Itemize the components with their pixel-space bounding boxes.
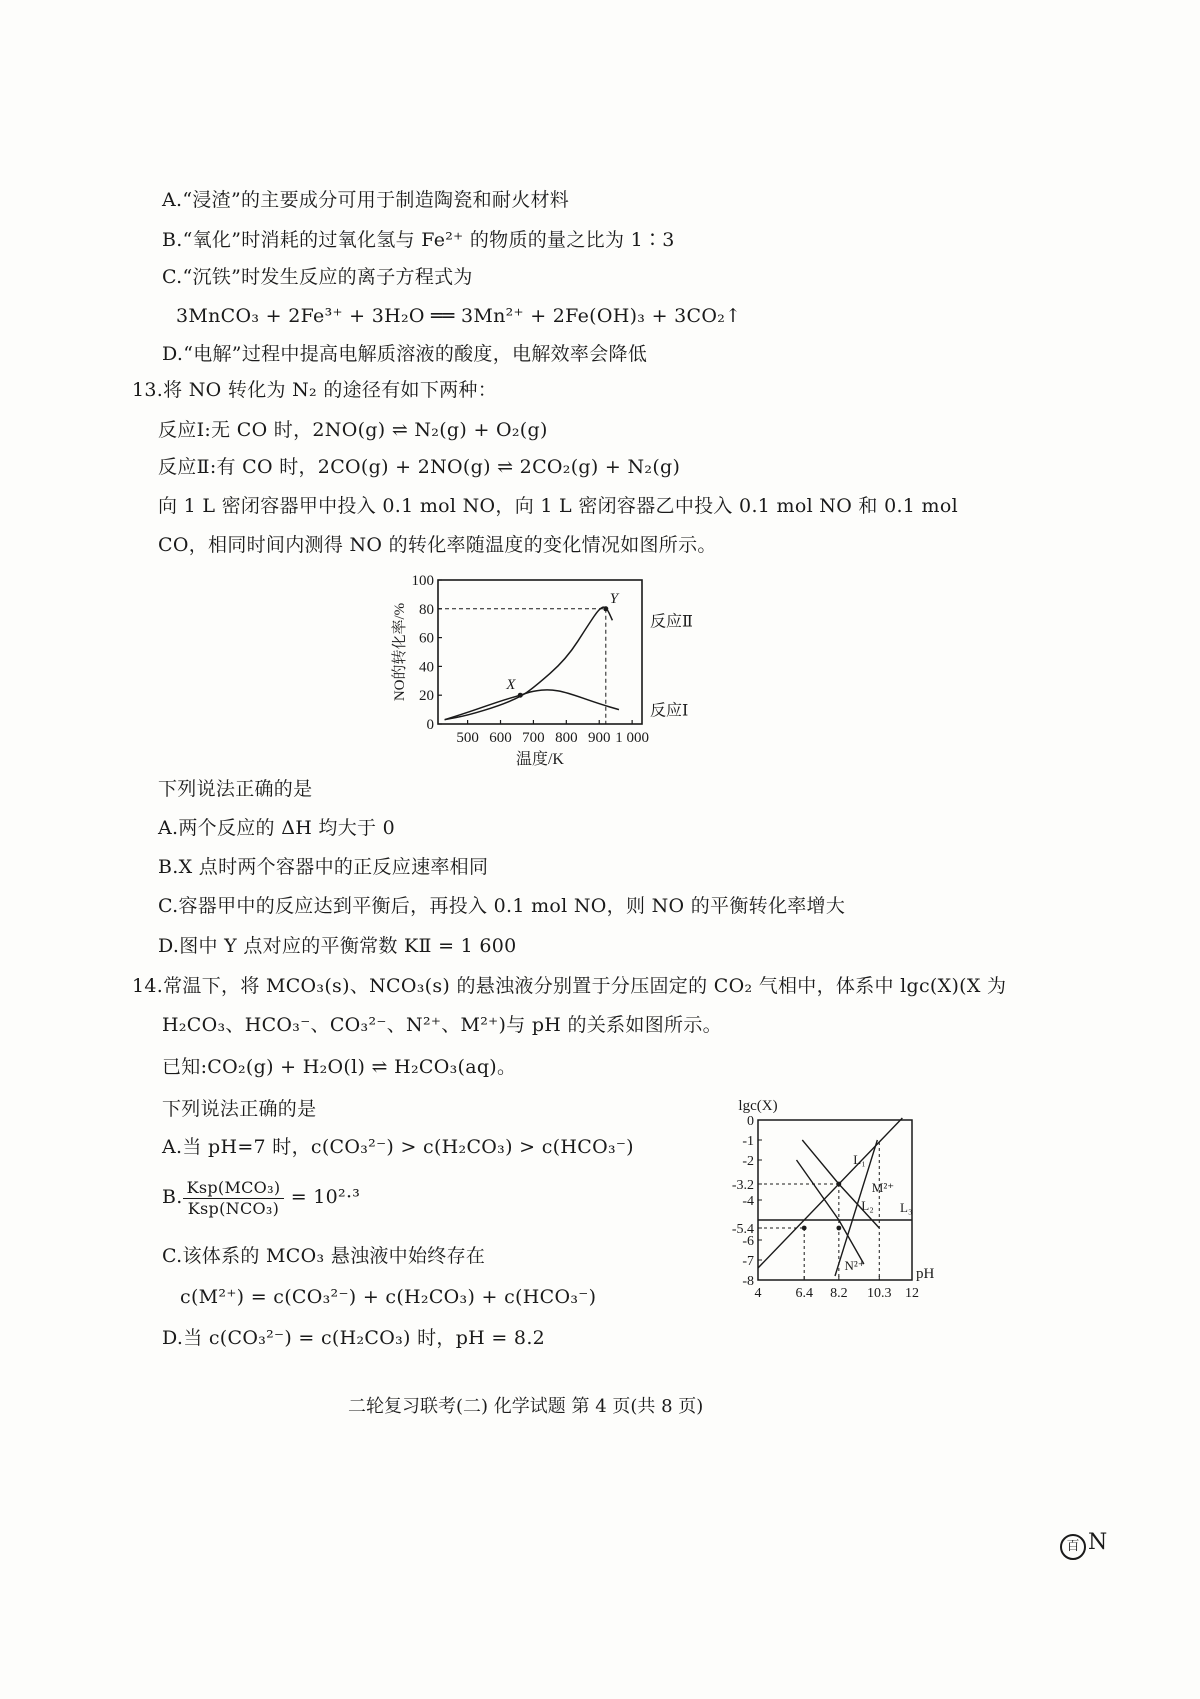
q14-option-c: C.该体系的 MCO₃ 悬浊液中始终存在 <box>162 1245 486 1267</box>
y-tick-label: 0 <box>426 717 434 733</box>
x-tick-label: 800 <box>555 730 578 746</box>
x-axis-label: pH <box>916 1266 935 1282</box>
x-tick-label: 8.2 <box>830 1286 848 1301</box>
q14-option-b-prefix: B. <box>162 1186 183 1208</box>
q14-option-b <box>162 1172 360 1222</box>
q12-option-b: B.“氧化”时消耗的过氧化氢与 Fe²⁺ 的物质的量之比为 1∶3 <box>162 229 675 251</box>
q13-option-d: D.图中 Y 点对应的平衡常数 KⅡ = 1 600 <box>158 935 517 957</box>
q13-text-1: 向 1 L 密闭容器甲中投入 0.1 mol NO，向 1 L 密闭容器乙中投入 0.1 mol NO 和 0.1 mol <box>158 495 958 517</box>
q12-option-c: C.“沉铁”时发生反应的离子方程式为 <box>162 266 473 288</box>
plot-frame <box>758 1120 912 1280</box>
publisher-logo-icon: 百 <box>1060 1534 1086 1560</box>
ksp-fraction <box>183 1178 285 1219</box>
q13-option-c: C.容器甲中的反应达到平衡后，再投入 0.1 mol NO，则 NO 的平衡转化率增大 <box>158 895 846 917</box>
series-line-1 <box>445 607 613 720</box>
q14-option-b-rhs: = 10²·³ <box>290 1186 361 1208</box>
q14-prompt: 下列说法正确的是 <box>162 1098 317 1120</box>
point-label-Y: Y <box>609 590 619 607</box>
q13-reaction-2: 反应Ⅱ:有 CO 时，2CO(g) + 2NO(g) ⇌ 2CO₂(g) + N₂(g) <box>158 456 681 478</box>
series-label-2: L₂ <box>861 1198 874 1213</box>
series-label-1: 反应Ⅱ <box>650 613 693 631</box>
x-tick-label: 600 <box>489 730 512 746</box>
q12-option-a: A.“浸渣”的主要成分可用于制造陶瓷和耐火材料 <box>162 189 570 211</box>
series-label-1: L₁ <box>853 1152 866 1167</box>
q14-stem-1: 14.常温下，将 MCO₃(s)、NCO₃(s) 的悬浊液分别置于分压固定的 CO₂ 气相中，体系中 lgc(X)(X 为 <box>132 975 1007 997</box>
y-tick-label: 80 <box>419 601 434 618</box>
series-line-2 <box>445 690 619 720</box>
no-conversion-chart <box>380 562 700 772</box>
y-axis-label: NO的转化率/% <box>392 602 408 702</box>
series-label-4: N²⁺ <box>844 1258 865 1273</box>
x-tick-label: 1 000 <box>615 730 650 746</box>
q14-option-c-equation: c(M²⁺) = c(CO₃²⁻) + c(H₂CO₃) + c(HCO₃⁻) <box>180 1286 597 1308</box>
y-tick-label: -2 <box>742 1154 754 1169</box>
q14-option-a: A.当 pH=7 时，c(CO₃²⁻) > c(H₂CO₃) > c(HCO₃⁻) <box>162 1136 634 1158</box>
series-label-3: L₃ <box>900 1200 913 1215</box>
q14-stem-2: H₂CO₃、HCO₃⁻、CO₃²⁻、N²⁺、M²⁺)与 pH 的关系如图所示。 <box>162 1014 722 1036</box>
series-label-2: 反应Ⅰ <box>650 702 689 720</box>
q13-stem: 13.将 NO 转化为 N₂ 的途径有如下两种： <box>132 379 498 401</box>
y-tick-label: -6 <box>742 1234 754 1249</box>
y-tick-label: 20 <box>419 688 434 705</box>
point-label-X: X <box>506 677 516 694</box>
q13-option-a: A.两个反应的 ΔH 均大于 0 <box>158 817 396 839</box>
x-axis-label: 温度/K <box>515 751 565 768</box>
x-tick-label: 4 <box>754 1286 762 1301</box>
intersection-point-3 <box>836 1226 841 1231</box>
y-tick-label: -1 <box>742 1134 754 1149</box>
q13-reaction-1: 反应Ⅰ:无 CO 时，2NO(g) ⇌ N₂(g) + O₂(g) <box>158 419 548 441</box>
point-X <box>518 693 523 698</box>
q13-option-b: B.X 点时两个容器中的正反应速率相同 <box>158 856 489 878</box>
ksp-numerator: Ksp(MCO₃) <box>183 1178 285 1199</box>
y-tick-label: -7 <box>742 1254 754 1269</box>
y-axis-label: lgc(X) <box>738 1098 778 1114</box>
lgc-ph-chart <box>720 1090 960 1320</box>
y-tick-label: -4 <box>742 1194 754 1209</box>
y-tick-label: -3.2 <box>731 1178 754 1193</box>
y-tick-label: -8 <box>742 1274 754 1289</box>
x-tick-label: 900 <box>587 730 611 746</box>
logo-letter: N <box>1088 1530 1108 1555</box>
series-label-5: M²⁺ <box>871 1180 895 1195</box>
q13-prompt: 下列说法正确的是 <box>158 778 313 800</box>
intersection-point-1 <box>802 1226 807 1231</box>
page-footer: 二轮复习联考(二) 化学试题 第 4 页(共 8 页) <box>348 1396 704 1417</box>
q14-option-d: D.当 c(CO₃²⁻) = c(H₂CO₃) 时，pH = 8.2 <box>162 1327 546 1349</box>
q12-option-c-equation: 3MnCO₃ + 2Fe³⁺ + 3H₂O ══ 3Mn²⁺ + 2Fe(OH)₃ + 3CO₂↑ <box>176 305 742 327</box>
q12-option-d: D.“电解”过程中提高电解质溶液的酸度，电解效率会降低 <box>162 343 648 365</box>
x-tick-label: 12 <box>905 1286 919 1301</box>
x-tick-label: 10.3 <box>867 1286 892 1301</box>
intersection-point-2 <box>836 1182 841 1187</box>
q14-known: 已知:CO₂(g) + H₂O(l) ⇌ H₂CO₃(aq)。 <box>162 1056 517 1078</box>
y-tick-label: 60 <box>419 630 434 647</box>
y-tick-label: 100 <box>411 573 434 589</box>
q13-text-2: CO，相同时间内测得 NO 的转化率随温度的变化情况如图所示。 <box>158 534 717 556</box>
y-tick-label: -5.4 <box>731 1222 754 1237</box>
y-tick-label: 40 <box>419 659 434 676</box>
x-tick-label: 6.4 <box>795 1286 813 1301</box>
x-tick-label: 500 <box>456 730 479 746</box>
x-tick-label: 700 <box>522 730 545 746</box>
series-line-4 <box>797 1160 864 1264</box>
y-tick-label: 0 <box>747 1114 754 1129</box>
point-Y <box>603 606 608 611</box>
ksp-denominator: Ksp(NCO₃) <box>187 1198 280 1218</box>
